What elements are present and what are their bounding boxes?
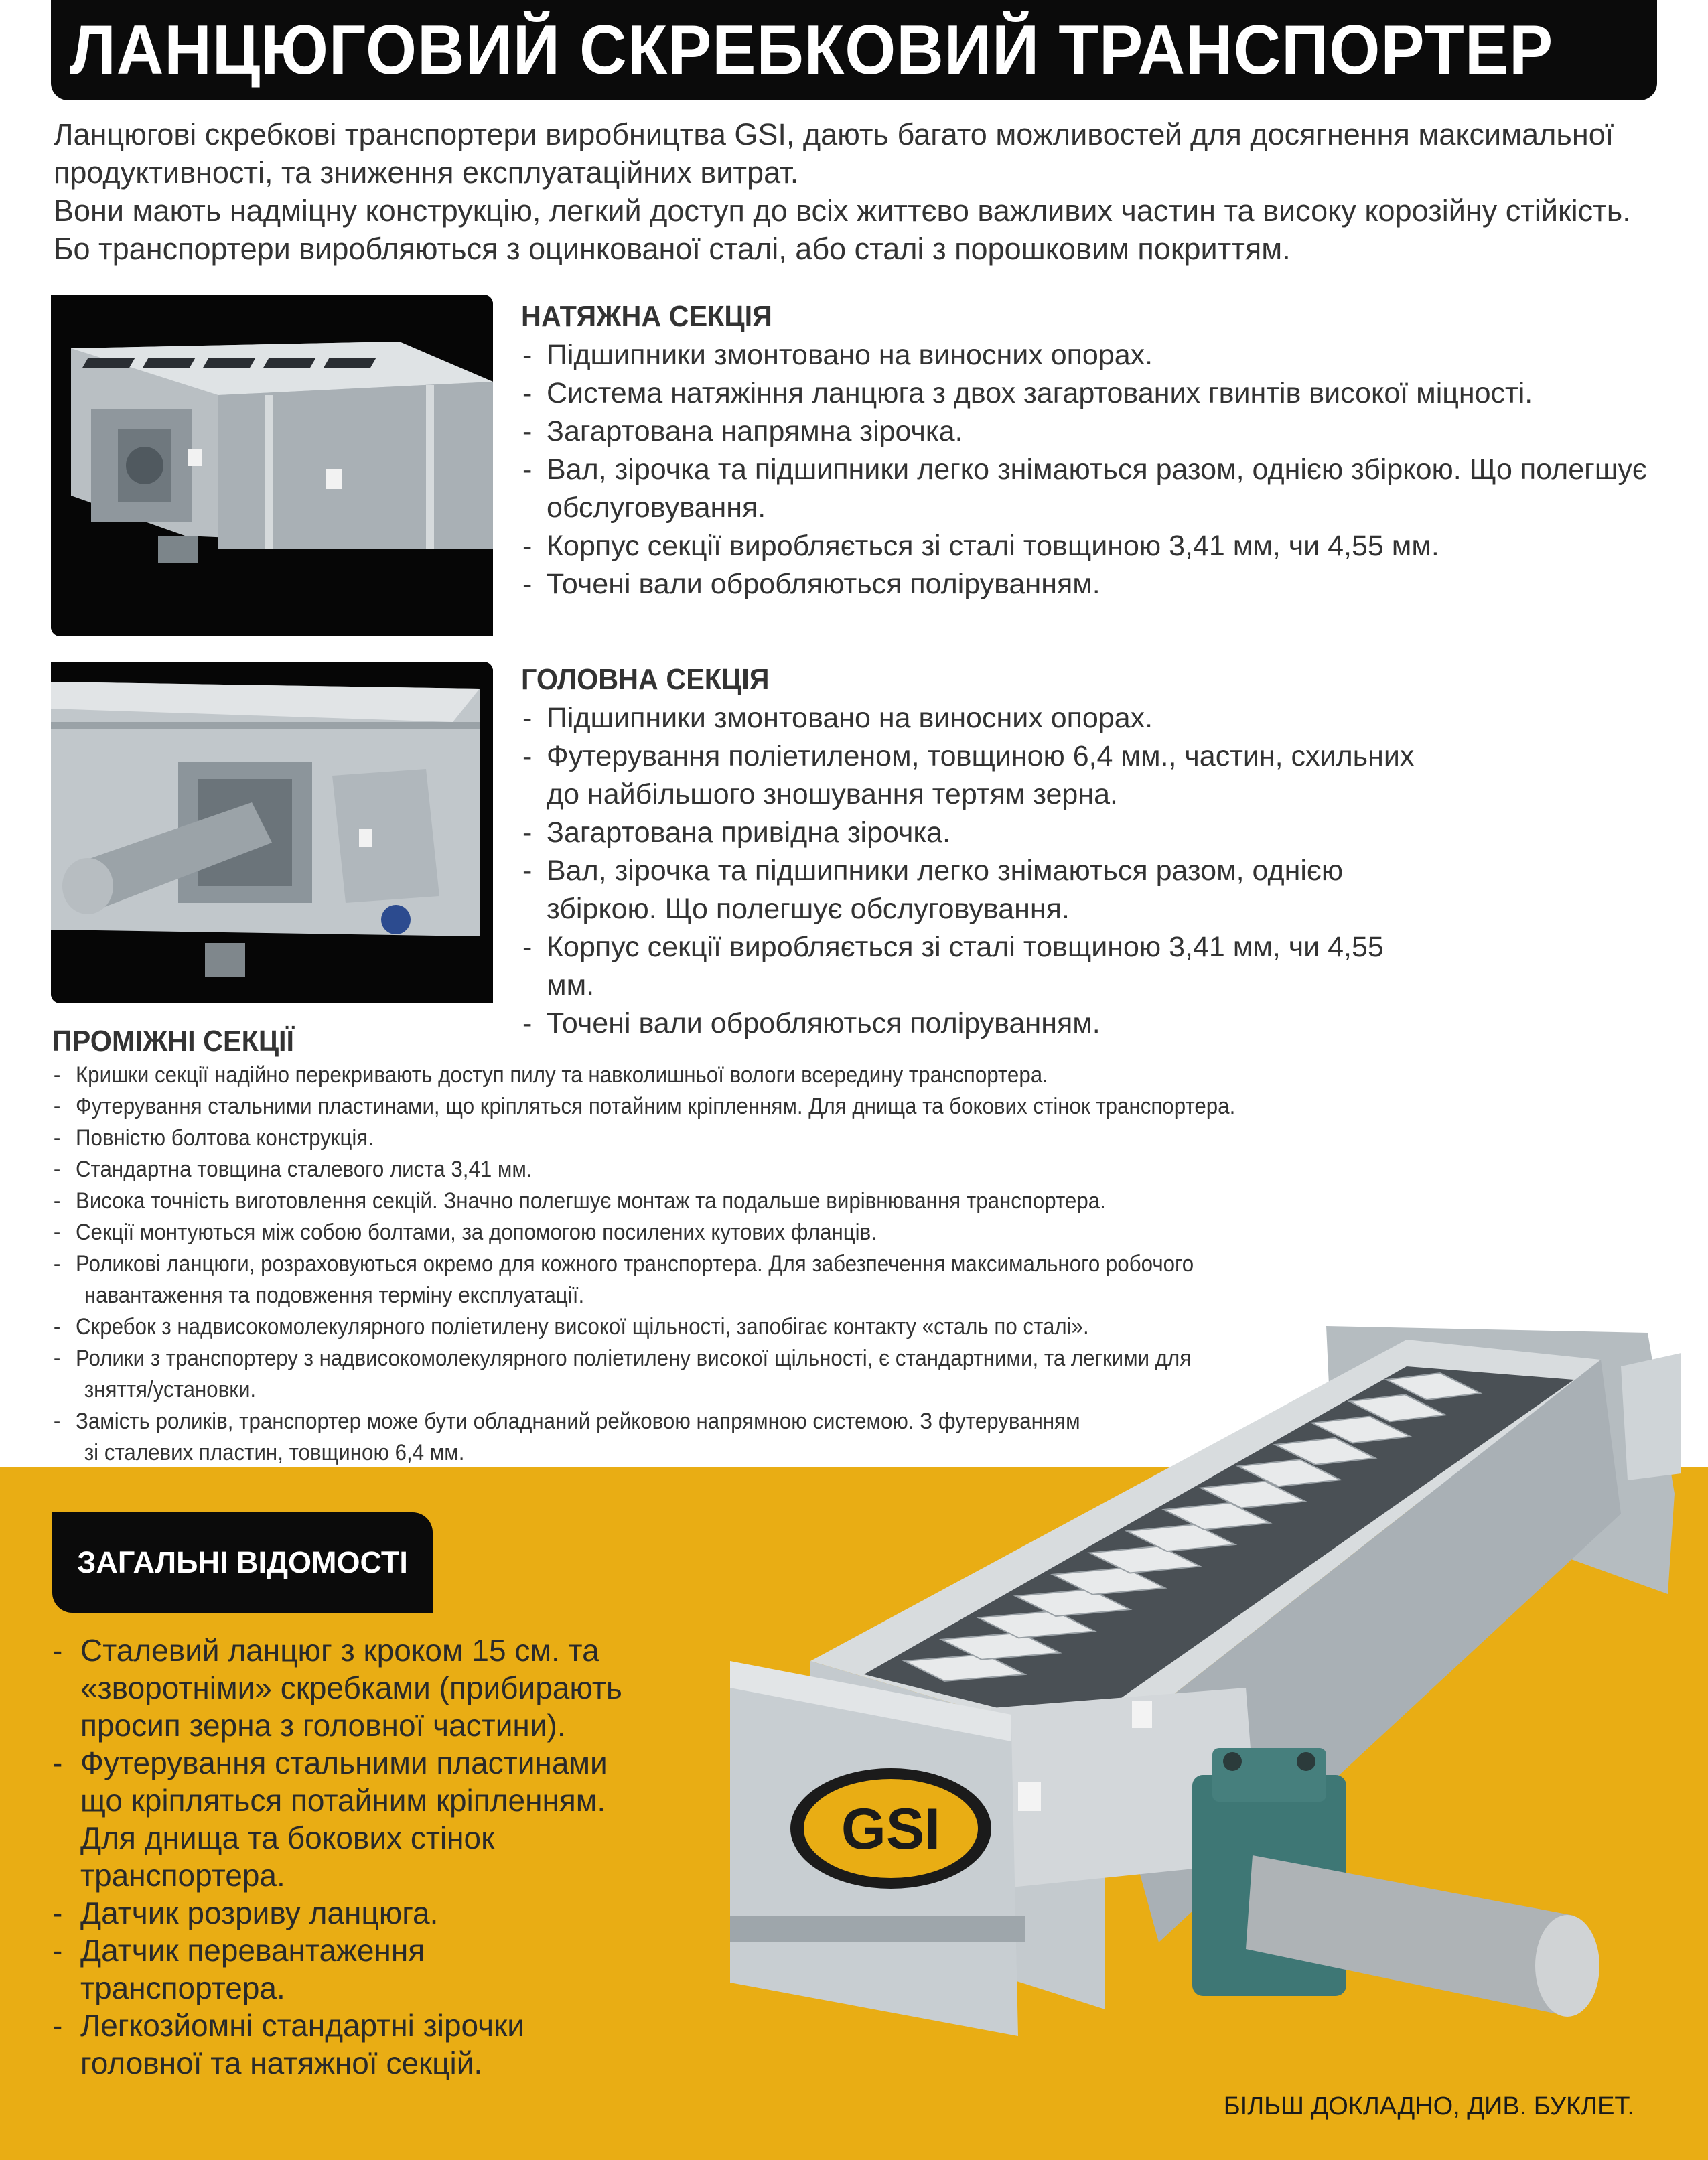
tension-section	[521, 300, 1673, 603]
list-item: - Скребок з надвисокомолекулярного поліетилену високої щільності, запобігає контакту «сталь по сталі».	[52, 1311, 1254, 1343]
intro-paragraph-2: Вони мають надміцну конструкцію, легкий доступ до всіх життєво важливих частин та високу корозійну стійкість. Бо транспортери виробляються з оцинкованої сталі, або сталі з порошковим покриттям.	[54, 194, 1631, 266]
tension-section-heading: НАТЯЖНА СЕКЦІЯ	[521, 300, 772, 333]
list-item: - Сталевий ланцюг з кроком 15 см. та «зворотніми» скребками (прибирають просип зерна з головної частини).	[52, 1632, 628, 1744]
list-item: - Стандартна товщина сталевого листа 3,41 мм.	[52, 1154, 1254, 1185]
footer-note: БІЛЬШ ДОКЛАДНО, ДИВ. БУКЛЕТ.	[1223, 2092, 1634, 2120]
list-item: - Точені вали обробляються поліруванням.	[521, 1005, 1432, 1043]
list-item: - Футерування стальними пластинами, що кріпляться потайним кріпленням. Для днища та бокових стінок транспортера.	[52, 1091, 1254, 1123]
head-section-heading: ГОЛОВНА СЕКЦІЯ	[521, 663, 770, 696]
list-item: - Датчик перевантаження транспортера.	[52, 1932, 628, 2007]
list-item: - Висока точність виготовлення секцій. Значно полегшує монтаж та подальше вирівнювання транспортера.	[52, 1185, 1254, 1217]
list-item: - Вал, зірочка та підшипники легко знімаються разом, однією збіркою. Що полегшує обслуговування.	[521, 451, 1673, 527]
list-item: - Датчик розриву ланцюга.	[52, 1894, 628, 1932]
head-section-list	[521, 699, 1432, 1043]
intermediate-sections-heading: ПРОМІЖНІ СЕКЦІЇ	[52, 1025, 294, 1058]
list-item-continued: зняття/установки.	[84, 1377, 257, 1402]
head-section-photo	[51, 662, 493, 1003]
list-item: - Система натяжіння ланцюга з двох загартованих гвинтів високої міцності.	[521, 374, 1673, 413]
list-item: - Підшипники змонтовано на виносних опорах.	[521, 336, 1673, 374]
general-info-heading: ЗАГАЛЬНІ ВІДОМОСТІ	[77, 1545, 408, 1579]
list-item: - Вал, зірочка та підшипники легко знімаються разом, однією збіркою. Що полегшує обслуговування.	[521, 852, 1432, 928]
general-info-list	[52, 1632, 628, 2082]
list-item-continued: зі сталевих пластин, товщиною 6,4 мм.	[84, 1440, 465, 1465]
general-info-badge	[52, 1512, 433, 1613]
list-item: - Легкозйомні стандартні зірочки головної та натяжної секцій.	[52, 2007, 628, 2082]
list-item: - Кришки секції надійно перекривають доступ пилу та навколишньої вологи всередину транспортера.	[52, 1060, 1254, 1091]
list-item: - Футерування стальними пластинами що кріпляться потайним кріпленням. Для днища та бокових стінок транспортера.	[52, 1744, 628, 1894]
gsi-logo-text: GSI	[841, 1797, 941, 1861]
list-item: - Корпус секції виробляється зі сталі товщиною 3,41 мм, чи 4,55 мм.	[521, 928, 1432, 1005]
list-item: - Підшипники змонтовано на виносних опорах.	[521, 699, 1432, 737]
head-section	[521, 663, 1673, 1043]
tension-section-list	[521, 336, 1673, 603]
list-item: - Футерування поліетиленом, товщиною 6,4 мм., частин, схильних до найбільшого зношування тертям зерна.	[521, 737, 1432, 814]
list-item: - Точені вали обробляються поліруванням.	[521, 565, 1673, 603]
list-item: - Загартована привідна зірочка.	[521, 814, 1432, 852]
list-item: - Роликові ланцюги, розраховуються окремо для кожного транспортера. Для забезпечення максимального робочого	[52, 1248, 1254, 1280]
list-item: - Замість роликів, транспортер може бути обладнаний рейковою напрямною системою. З футеруванням	[52, 1406, 1254, 1437]
title-bar	[51, 0, 1657, 100]
list-item: - Загартована напрямна зірочка.	[521, 413, 1673, 451]
conveyor-illustration	[730, 1313, 1708, 2063]
tension-section-photo	[51, 295, 493, 636]
list-item: - Корпус секції виробляється зі сталі товщиною 3,41 мм, чи 4,55 мм.	[521, 527, 1673, 565]
intro-paragraph-1: Ланцюгові скребкові транспортери виробництва GSI, дають багато можливостей для досягнення максимальної продуктивності, та зниження експлуатаційних витрат.	[54, 117, 1614, 190]
page-title: ЛАНЦЮГОВИЙ СКРЕБКОВИЙ ТРАНСПОРТЕР	[70, 11, 1554, 89]
list-item: - Секції монтуються між собою болтами, за допомогою посилених кутових фланців.	[52, 1217, 1254, 1248]
list-item: - Повністю болтова конструкція.	[52, 1123, 1254, 1154]
intro	[54, 115, 1648, 268]
list-item-continued: навантаження та подовження терміну експлуатації.	[84, 1283, 585, 1308]
list-item: - Ролики з транспортеру з надвисокомолекулярного поліетилену високої щільності, є стандартними, та легкими для	[52, 1343, 1254, 1374]
